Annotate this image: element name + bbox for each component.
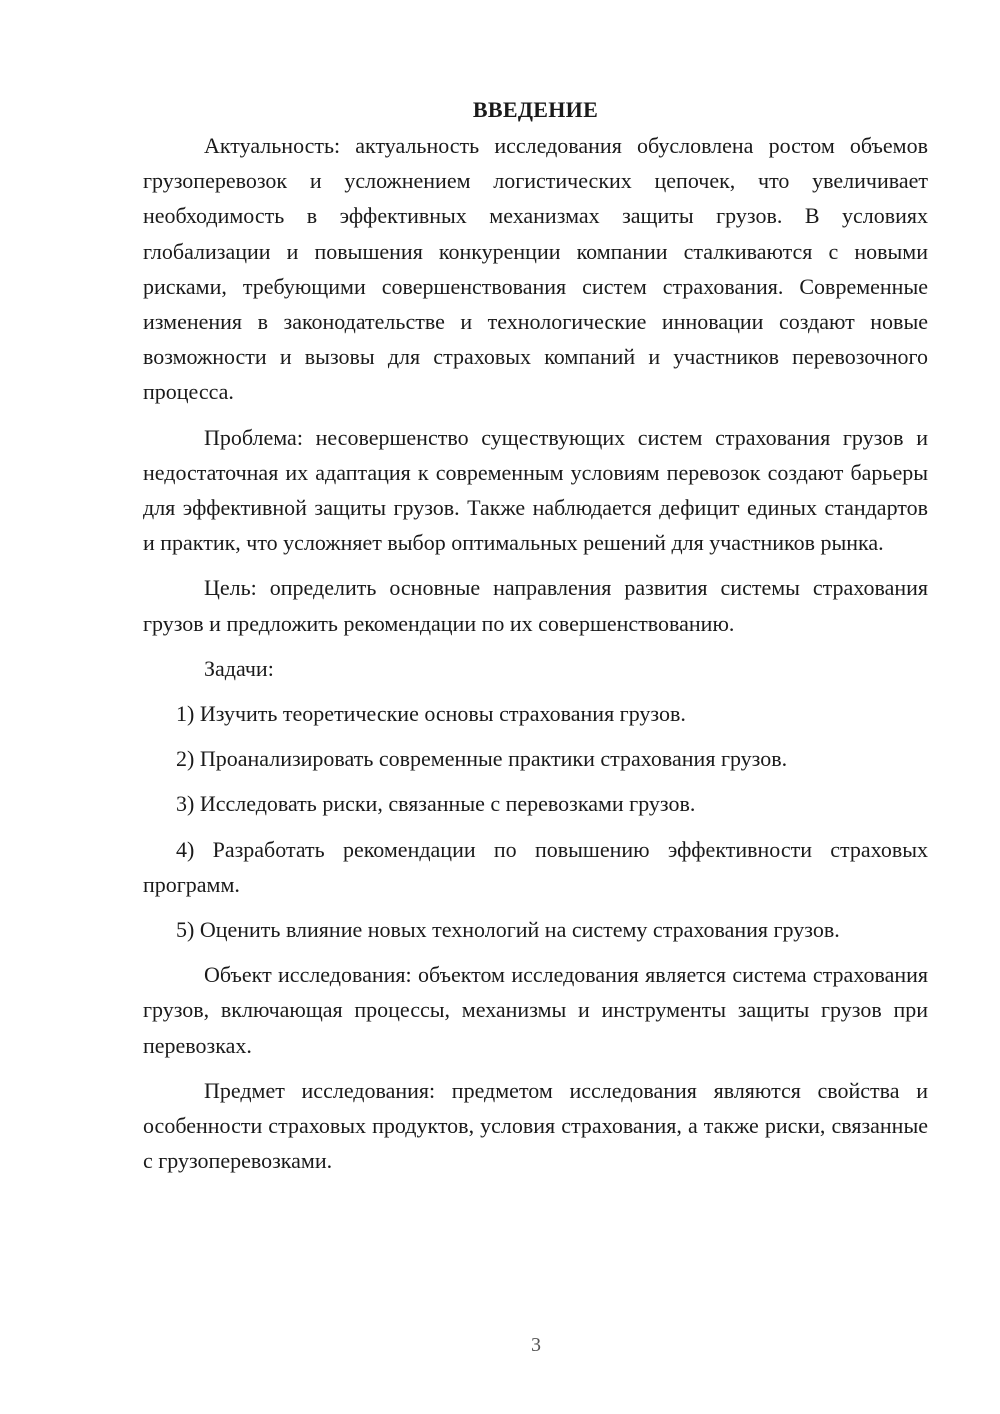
- task-item-5: 5) Оценить влияние новых технологий на систему страхования грузов.: [176, 917, 840, 943]
- document-page: [143, 92, 928, 1188]
- page-number: 3: [531, 1334, 541, 1356]
- paragraph-subject: Предмет исследования: предметом исследования являются свойства и особенности страховых продуктов, условия страхования, а также риски, связанные с грузоперевозками.: [143, 1077, 928, 1174]
- paragraph-goal: Цель: определить основные направления развития системы страхования грузов и предложить рекомендации по их совершенствованию.: [143, 575, 928, 636]
- task-item-3: 3) Исследовать риски, связанные с перевозками грузов.: [176, 791, 696, 817]
- tasks-title: Задачи:: [204, 655, 274, 681]
- section-heading: ВВЕДЕНИЕ: [472, 97, 599, 122]
- task-item-1: 1) Изучить теоретические основы страхования грузов.: [176, 701, 686, 727]
- paragraph-problem: Проблема: несовершенство существующих систем страхования грузов и недостаточная их адаптация к современным условиям перевозок создают барьеры для эффективной защиты грузов. Также наблюдается дефицит единых стандартов и практик, что усложняет выбор оптимальных решений для участников рынка.: [143, 424, 928, 556]
- task-item-2: 2) Проанализировать современные практики страхования грузов.: [176, 746, 788, 772]
- task-item-4: 4) Разработать рекомендации по повышению эффективности страховых программ.: [143, 836, 928, 897]
- paragraph-object: Объект исследования: объектом исследования является система страхования грузов, включающая процессы, механизмы и инструменты защиты грузов при перевозках.: [143, 962, 928, 1058]
- paragraph-relevance: Актуальность: актуальность исследования обусловлена ростом объемов грузоперевозок и усложнением логистических цепочек, что увеличивает необходимость в эффективных механизмах защиты грузов. В условиях глобализации и повышения конкуренции компании сталкиваются с новыми рисками, требующими совершенствования систем страхования. Современные изменения в законодательстве и технологические инновации создают новые возможности и вызовы для страховых компаний и участников перевозочного процесса.: [143, 133, 928, 405]
